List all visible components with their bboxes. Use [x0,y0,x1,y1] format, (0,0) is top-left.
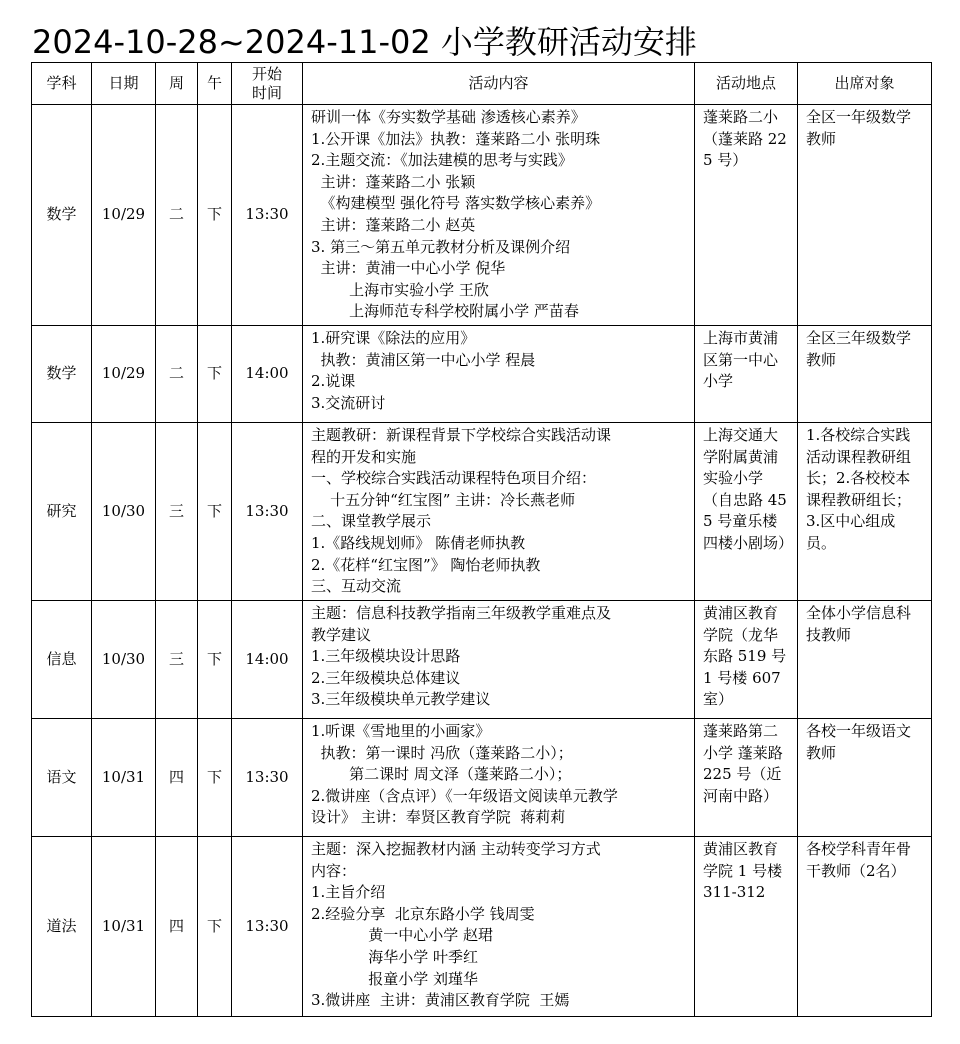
content-line: 3.微讲座 主讲：黄浦区教育学院 王嫣 [311,991,570,1010]
attendees-text: 全区一年级数学教师 [806,108,912,148]
time-cell: 14:00 [232,325,303,422]
location-cell [695,105,798,326]
content-line: 主题：深入挖掘教材内涵 主动转变学习方式 [311,839,601,858]
time-cell: 13:30 [232,105,303,326]
content-cell [303,105,695,326]
location-cell [695,836,798,1016]
content-cell [303,836,695,1016]
noon-cell: 下 [198,325,232,422]
noon-cell: 下 [198,105,232,326]
content-line: 一、学校综合实践活动课程特色项目介绍： [311,469,597,488]
header-row [32,63,932,105]
date-cell: 10/30 [92,422,156,600]
weekday-cell: 四 [156,836,198,1016]
table-row [32,325,932,422]
content-cell [303,600,695,718]
content-line: 执教：黄浦区第一中心小学 程晨 [311,350,536,369]
noon-cell: 下 [198,422,232,600]
table-row [32,600,932,718]
content-line: 研训一体《夯实数学基础 渗透核心素养》 [311,108,586,126]
content-line: 《构建模型 强化符号 落实数学核心素养》 [311,194,601,213]
content-line: 主讲：蓬莱路二小 张颖 [311,172,476,191]
noon-cell: 下 [198,718,232,836]
content-line: 3.交流研讨 [311,393,386,412]
header-start-time [232,63,303,105]
location-text: 黄浦区教育学院 1 号楼 311-312 [703,839,783,902]
content-line: 主题：信息科技教学指南三年级教学重难点及 [311,603,612,622]
content-line: 二、课堂教学展示 [311,512,432,531]
weekday-cell: 三 [156,600,198,718]
subject-cell: 数学 [32,105,92,326]
schedule-table [31,62,932,1017]
content-cell [303,718,695,836]
subject-cell: 道法 [32,836,92,1016]
time-cell: 14:00 [232,600,303,718]
content-line: 1.公开课《加法》执教：蓬莱路二小 张明珠 [311,129,601,148]
content-line: 程的开发和实施 [311,447,417,466]
attendees-cell [798,422,932,600]
header-noon: 午 [198,63,232,105]
header-content: 活动内容 [303,63,695,105]
page-title: 2024-10-28~2024-11-02 小学教研活动安排 [32,23,697,61]
date-cell: 10/31 [92,718,156,836]
time-cell: 13:30 [232,422,303,600]
attendees-text: 各校一年级语文教师 [806,721,912,762]
header-weekday: 周 [156,63,198,105]
location-text: 上海交通大学附属黄浦实验小学（自忠路 455 号童乐楼四楼小剧场） [703,425,794,552]
header-attendees: 出席对象 [798,63,932,105]
location-cell [695,422,798,600]
content-line: 2.主题交流：《加法建模的思考与实践》 [311,151,573,170]
content-line: 2.《花样“红宝图”》 陶怡老师执教 [311,555,541,574]
location-cell [695,600,798,718]
noon-cell: 下 [198,600,232,718]
content-line: 黄一中心小学 赵珺 [311,926,493,945]
content-line: 设计》 主讲：奉贤区教育学院 蒋莉莉 [311,808,566,827]
content-line: 2.微讲座（含点评）《一年级语文阅读单元教学 [311,786,618,805]
attendees-cell [798,105,932,326]
content-line: 1.听课《雪地里的小画家》 [311,721,491,740]
location-text: 上海市黄浦区第一中心小学 [703,328,779,391]
content-cell [303,422,695,600]
content-line: 3.三年级模块单元教学建议 [311,690,491,709]
content-line: 三、互动交流 [311,577,402,596]
content-line: 教学建议 [311,625,372,644]
attendees-cell [798,836,932,1016]
header-date: 日期 [92,63,156,105]
attendees-text: 全区三年级数学教师 [806,328,912,369]
content-line: 主讲：蓬莱路二小 赵英 [311,215,476,234]
content-line: 1.三年级模块设计思路 [311,647,461,666]
header-start-time-line: 时间 [251,83,282,102]
content-line: 主题教研：新课程背景下学校综合实践活动课 [311,425,612,444]
location-cell [695,718,798,836]
date-cell: 10/30 [92,600,156,718]
content-line: 十五分钟“红宝图” 主讲：冷长燕老师 [311,490,576,509]
attendees-cell [798,325,932,422]
table-row [32,836,932,1016]
content-line: 2.三年级模块总体建议 [311,668,461,687]
table-row [32,105,932,326]
subject-cell: 研究 [32,422,92,600]
time-cell: 13:30 [232,718,303,836]
location-text: 蓬莱路第二小学 蓬莱路 225 号（近河南中路） [703,721,783,805]
attendees-cell [798,718,932,836]
date-cell: 10/29 [92,105,156,326]
location-text: 蓬莱路二小（蓬莱路 225 号） [703,108,787,170]
weekday-cell: 二 [156,325,198,422]
content-line: 内容： [311,861,357,880]
subject-cell: 信息 [32,600,92,718]
weekday-cell: 二 [156,105,198,326]
date-cell: 10/31 [92,836,156,1016]
time-cell: 13:30 [232,836,303,1016]
content-cell [303,325,695,422]
attendees-text: 各校学科青年骨干教师（2名） [806,839,912,880]
header-subject: 学科 [32,63,92,105]
header-location: 活动地点 [695,63,798,105]
location-text: 黄浦区教育学院（龙华东路 519 号 1 号楼 607 室） [703,603,787,709]
attendees-text: 全体小学信息科技教师 [806,603,912,644]
content-line: 1.《路线规划师》 陈倩老师执教 [311,533,526,552]
noon-cell: 下 [198,836,232,1016]
content-line: 执教：第一课时 冯欣（蓬莱路二小）； [311,743,573,762]
date-cell: 10/29 [92,325,156,422]
content-line: 上海师范专科学校附属小学 严苗春 [311,302,579,321]
content-line: 2.经验分享 北京东路小学 钱周雯 [311,904,535,923]
subject-cell: 语文 [32,718,92,836]
header-start-time-line: 开始 [251,64,282,83]
content-line: 1.主旨介绍 [311,883,386,902]
table-row [32,422,932,600]
content-line: 第二课时 周文泽（蓬莱路二小）； [311,765,572,784]
subject-cell: 数学 [32,325,92,422]
attendees-cell [798,600,932,718]
content-line: 2.说课 [311,372,356,391]
content-line: 主讲：黄浦一中心小学 倪华 [311,259,506,278]
content-line: 1.研究课《除法的应用》 [311,328,476,347]
weekday-cell: 四 [156,718,198,836]
content-line: 上海市实验小学 王欣 [311,280,489,299]
table-row [32,718,932,836]
location-cell [695,325,798,422]
content-line: 海华小学 叶季红 [311,947,478,966]
attendees-text: 1.各校综合实践活动课程教研组长；2.各校校本课程教研组长；3.区中心组成员。 [806,425,912,552]
weekday-cell: 三 [156,422,198,600]
content-line: 报童小学 刘瑾华 [311,969,478,988]
content-line: 3. 第三～第五单元教材分析及课例介绍 [311,237,571,256]
